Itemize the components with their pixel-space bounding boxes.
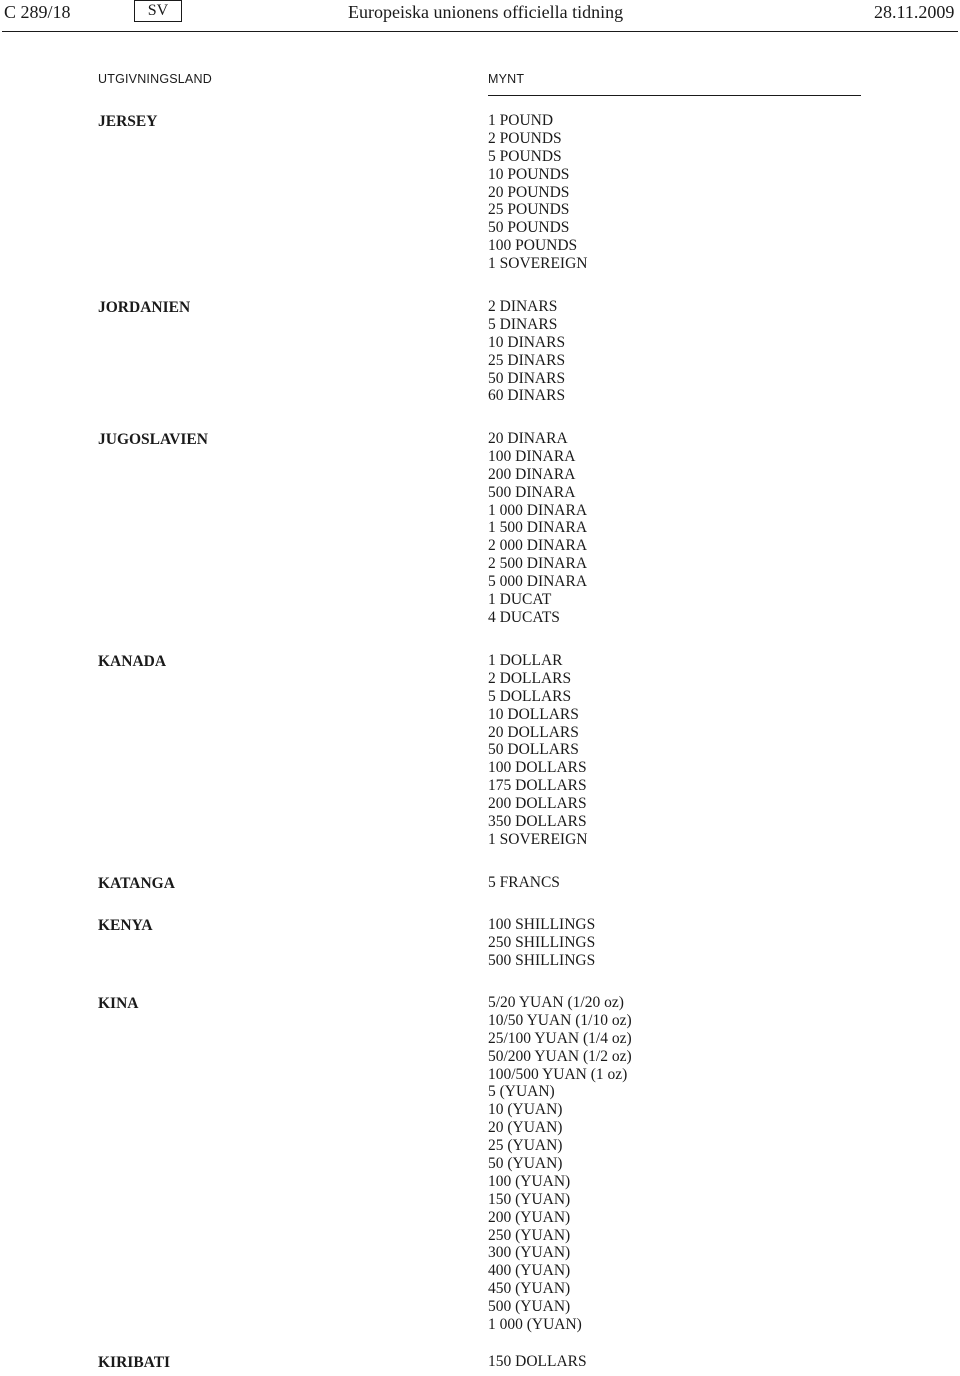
country-name: KINA xyxy=(98,995,139,1012)
coin-item: 100/500 YUAN (1 oz) xyxy=(488,1065,628,1083)
publication-date: 28.11.2009 xyxy=(874,2,955,22)
coin-item: 5 DOLLARS xyxy=(488,687,572,705)
coin-item: 500 SHILLINGS xyxy=(488,951,596,969)
coin-item: 5 000 DINARA xyxy=(488,573,588,591)
coin-list xyxy=(488,994,632,1334)
coin-item: 1 DUCAT xyxy=(488,591,552,609)
coin-item: 20 DOLLARS xyxy=(488,723,579,741)
country-name: KENYA xyxy=(98,917,153,934)
coin-item: 400 (YUAN) xyxy=(488,1262,571,1280)
coin-item: 25 POUNDS xyxy=(488,201,570,219)
coin-item: 1 SOVEREIGN xyxy=(488,830,588,848)
coin-item: 2 500 DINARA xyxy=(488,555,588,573)
coin-item: 10 DINARS xyxy=(488,333,566,351)
coin-item: 5 (YUAN) xyxy=(488,1083,555,1101)
coin-item: 20 (YUAN) xyxy=(488,1119,563,1137)
coin-item: 5 DINARS xyxy=(488,315,558,333)
coin-item: 200 DINARA xyxy=(488,465,576,483)
coin-item: 50 DOLLARS xyxy=(488,741,579,759)
coin-item: 2 DINARS xyxy=(488,298,558,315)
coin-item: 10 DOLLARS xyxy=(488,705,579,723)
coin-column-header: MYNT xyxy=(488,72,525,86)
coin-item: 1 500 DINARA xyxy=(488,519,588,537)
coin-item: 175 DOLLARS xyxy=(488,777,587,795)
header-rule xyxy=(2,31,958,32)
coin-list xyxy=(488,916,595,970)
coin-item: 5 POUNDS xyxy=(488,147,562,165)
coin-column-rule xyxy=(488,95,861,96)
coin-item: 1 000 DINARA xyxy=(488,501,588,519)
coin-item: 1 SOVEREIGN xyxy=(488,255,588,273)
coin-list xyxy=(488,112,587,273)
coin-item: 4 DUCATS xyxy=(488,608,560,626)
coin-item: 50/200 YUAN (1/2 oz) xyxy=(488,1047,632,1065)
country-name: KATANGA xyxy=(98,875,175,892)
coin-item: 500 DINARA xyxy=(488,483,576,501)
coin-item: 350 DOLLARS xyxy=(488,813,587,831)
country-name: JUGOSLAVIEN xyxy=(98,431,208,448)
journal-title: Europeiska unionens officiella tidning xyxy=(348,2,624,22)
coin-item: 100 (YUAN) xyxy=(488,1172,571,1190)
country-name: KANADA xyxy=(98,653,167,670)
coin-item: 300 (YUAN) xyxy=(488,1244,571,1262)
coin-item: 25 DINARS xyxy=(488,351,566,369)
coin-item: 10 (YUAN) xyxy=(488,1101,563,1119)
coin-item: 5 FRANCS xyxy=(488,874,560,891)
country-column-header: UTGIVNINGSLAND xyxy=(98,72,212,86)
coin-item: 100 DINARA xyxy=(488,447,576,465)
country-name: JORDANIEN xyxy=(98,299,191,316)
coin-item: 2 DOLLARS xyxy=(488,669,572,687)
coin-item: 5/20 YUAN (1/20 oz) xyxy=(488,994,624,1011)
coin-item: 250 (YUAN) xyxy=(488,1226,571,1244)
coin-item: 100 POUNDS xyxy=(488,237,578,255)
coin-item: 10/50 YUAN (1/10 oz) xyxy=(488,1011,632,1029)
coin-item: 1 POUND xyxy=(488,112,554,129)
coin-item: 2 POUNDS xyxy=(488,129,562,147)
coin-item: 10 POUNDS xyxy=(488,165,570,183)
coin-item: 100 DOLLARS xyxy=(488,759,587,777)
page-header xyxy=(0,0,960,34)
coin-item: 200 DOLLARS xyxy=(488,795,587,813)
coin-item: 1 DOLLAR xyxy=(488,652,563,669)
language-box: SV xyxy=(134,0,182,22)
coin-list xyxy=(488,1353,587,1371)
coin-item: 2 000 DINARA xyxy=(488,537,588,555)
coin-list xyxy=(488,874,560,892)
coin-item: 25/100 YUAN (1/4 oz) xyxy=(488,1029,632,1047)
journal-reference: C 289/18 xyxy=(4,2,71,22)
coin-list xyxy=(488,298,565,405)
coin-item: 150 (YUAN) xyxy=(488,1190,571,1208)
country-name: KIRIBATI xyxy=(98,1354,171,1371)
coin-item: 450 (YUAN) xyxy=(488,1280,571,1298)
coin-item: 25 (YUAN) xyxy=(488,1137,563,1155)
coin-list xyxy=(488,652,587,849)
coin-item: 100 SHILLINGS xyxy=(488,916,596,933)
coin-item: 50 DINARS xyxy=(488,369,566,387)
coin-item: 20 DINARA xyxy=(488,430,568,447)
coin-item: 1 000 (YUAN) xyxy=(488,1316,582,1334)
coin-item: 50 (YUAN) xyxy=(488,1155,563,1173)
coin-item: 50 POUNDS xyxy=(488,219,570,237)
coin-item: 500 (YUAN) xyxy=(488,1298,571,1316)
coin-list xyxy=(488,430,587,627)
coin-item: 60 DINARS xyxy=(488,387,566,405)
coin-item: 250 SHILLINGS xyxy=(488,933,596,951)
coin-item: 20 POUNDS xyxy=(488,183,570,201)
coin-item: 150 DOLLARS xyxy=(488,1353,587,1370)
coin-item: 200 (YUAN) xyxy=(488,1208,571,1226)
country-name: JERSEY xyxy=(98,113,158,130)
